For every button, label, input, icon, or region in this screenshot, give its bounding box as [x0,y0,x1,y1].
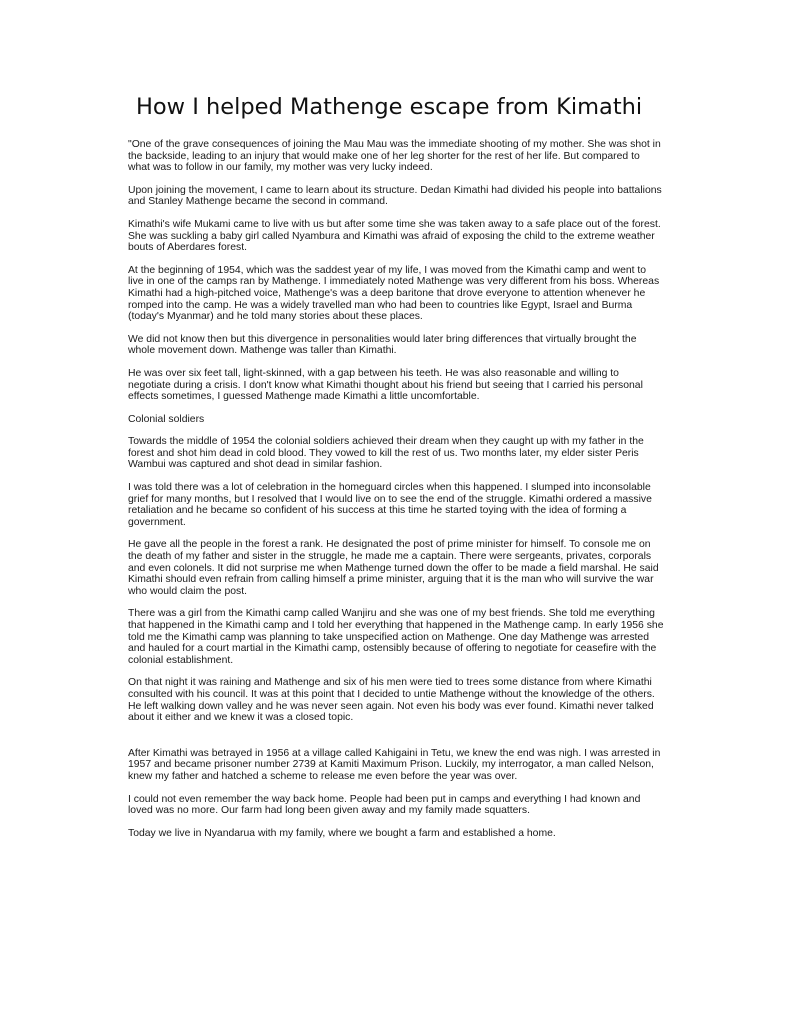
paragraph: Today we live in Nyandarua with my family, where we bought a farm and established a home. [128,827,556,839]
paragraph: We did not know then but this divergence in personalities would later bring differences that virtually brought the whole movement down. Mathenge was taller than Kimathi. [128,333,637,357]
paragraph: I was told there was a lot of celebration in the homeguard circles when this happened. I slumped into inconsolable grief for many months, but I resolved that I would live on to see the end of the struggle. Kimathi ordered a massive retaliation and he became so confident of his success at this time he started toying with the idea of forming a government. [128,482,652,528]
paragraph: Kimathi's wife Mukami came to live with us but after some time she was taken away to a safe place out of the forest. She was suckling a baby girl called Nyambura and Kimathi was afraid of exposing the child to the extreme weather bouts of Aberdares forest. [128,218,661,254]
section-heading: Colonial soldiers [128,413,205,425]
paragraph: Upon joining the movement, I came to learn about its structure. Dedan Kimathi had divided his people into battalions and Stanley Mathenge became the second in command. [128,184,662,208]
paragraph: He was over six feet tall, light-skinned, with a gap between his teeth. He was also reasonable and willing to negotiate during a crisis. I don't know what Kimathi thought about his friend but seeing that I carried his personal effects sometimes, I guessed Mathenge made Kimathi a little uncomfortable. [128,367,643,403]
paragraph: After Kimathi was betrayed in 1956 at a village called Kahigaini in Tetu, we knew the end was nigh. I was arrested in 1957 and became prisoner number 2739 at Kamiti Maximum Prison. Luckily, my interrogator, a man called Nelson, knew my father and hatched a scheme to release me even before the year was over. [128,747,661,782]
document-body [128,139,664,850]
paragraph: Towards the middle of 1954 the colonial soldiers achieved their dream when they caught up with my father in the forest and shot him dead in cold blood. They vowed to kill the rest of us. Two months later, my elder sister Peris Wambui was captured and shot dead in similar fashion. [128,436,644,471]
paragraph: There was a girl from the Kimathi camp called Wanjiru and she was one of my best friends. She told me everything that happened in the Kimathi camp and I told her everything that happened in the Mathenge camp. In early 1956 she told me the Kimathi camp was planning to take unspecified action on Mathenge. One day Mathenge was arrested and hauled for a court martial in the Kimathi camp, ostensibly because of offering to negotiate for ceasefire with the colonial establishment. [128,608,664,666]
document-title: How I helped Mathenge escape from Kimathi [136,94,643,120]
paragraph: At the beginning of 1954, which was the saddest year of my life, I was moved from the Kimathi camp and went to live in one of the camps ran by Mathenge. I immediately noted Mathenge was very different from his boss. Whereas Kimathi had a high-pitched voice, Mathenge's was a deep baritone that drove everyone to attention whenever he romped into the camp. He was a widely travelled man who had been to countries like Egypt, Israel and Burma (today's Myanmar) and he told many stories about these places. [128,264,660,323]
paragraph: "One of the grave consequences of joining the Mau Mau was the immediate shooting of my mother. She was shot in the backside, leading to an injury that would make one of her leg shorter for the rest of her life. But compared to what was to follow in our family, my mother was very lucky indeed. [128,139,661,174]
paragraph: On that night it was raining and Mathenge and six of his men were tied to trees some distance from where Kimathi consulted with his council. It was at this point that I decided to untie Mathenge without the knowledge of the others. He left walking down valley and he was never seen again. Not even his body was ever found. Kimathi never talked about it either and we knew it was a closed topic. [128,677,655,724]
paragraph: He gave all the people in the forest a rank. He designated the post of prime minister for himself. To console me on the death of my father and sister in the struggle, he made me a captain. There were sergeants, privates, corporals and even colonels. It did not surprise me when Mathenge turned down the offer to be made a field marshal. He said Kimathi should even refrain from calling himself a prime minister, arguing that it is the man who will survive the war who would claim the post. [128,539,659,597]
paragraph: I could not even remember the way back home. People had been put in camps and everything I had known and loved was no more. Our farm had long been given away and my family made squatters. [128,793,641,817]
